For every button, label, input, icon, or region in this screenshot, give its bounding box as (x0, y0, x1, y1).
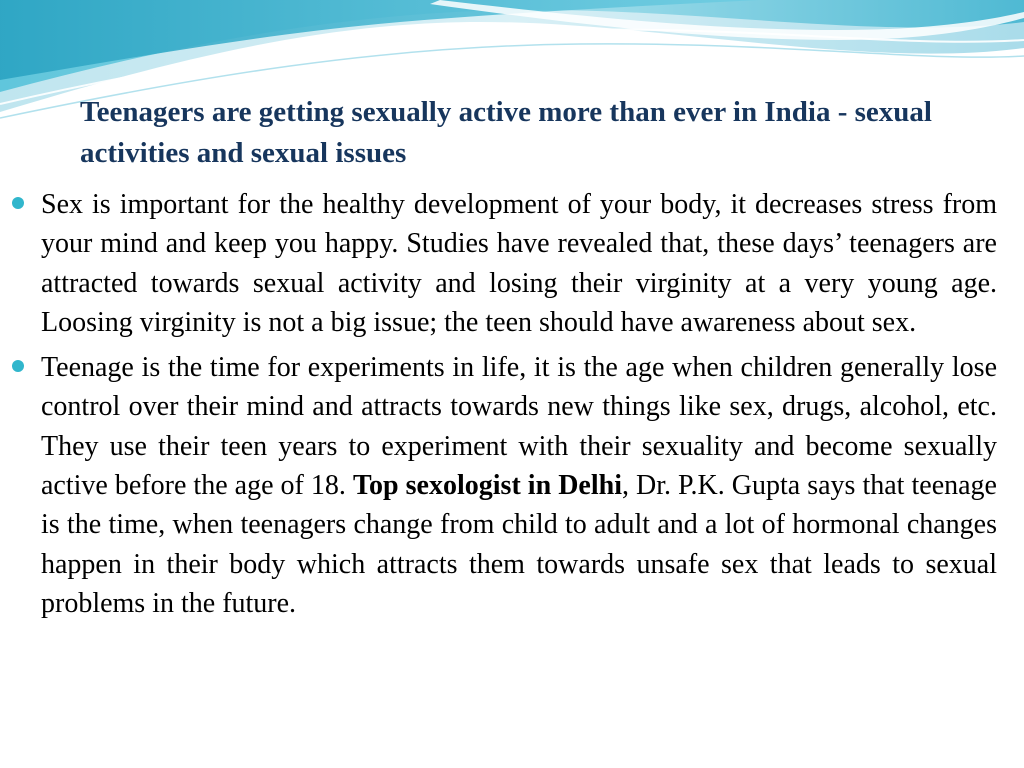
bullet-item (41, 185, 997, 342)
bullet-dot-icon (12, 360, 24, 372)
bullet-text-part: , Dr. P.K. Gupta says that teenage is the time, when teenagers change from child to adult and a lot of hormonal changes happen in their body which attracts them towards unsafe sex that leads to sexual problems in the future. (41, 470, 997, 619)
bullet-bold-phrase: Top sexologist in Delhi (352, 470, 622, 502)
bullet-list (0, 185, 1024, 623)
bullet-item (41, 348, 997, 623)
slide-title: Teenagers are getting sexually active more than ever in India - sexual activities and sexual issues (80, 96, 932, 169)
bullet-text-part: Teenage is the time for experiments in life, it is the age when children generally lose control over their mind and attracts towards new things like sex, drugs, alcohol, etc. They use their teen years to experiment with their sexuality and become sexually active before the age of 18. (41, 352, 997, 502)
bullet-text: Sex is important for the healthy development of your body, it decreases stress from your mind and keep you happy. Studies have revealed that, these days’ teenagers are attracted towards sexual activity and losing their virginity at a very young age. Loosing virginity is not a big issue; the teen should have awareness about sex. (41, 189, 997, 338)
bullet-dot-icon (12, 197, 24, 209)
